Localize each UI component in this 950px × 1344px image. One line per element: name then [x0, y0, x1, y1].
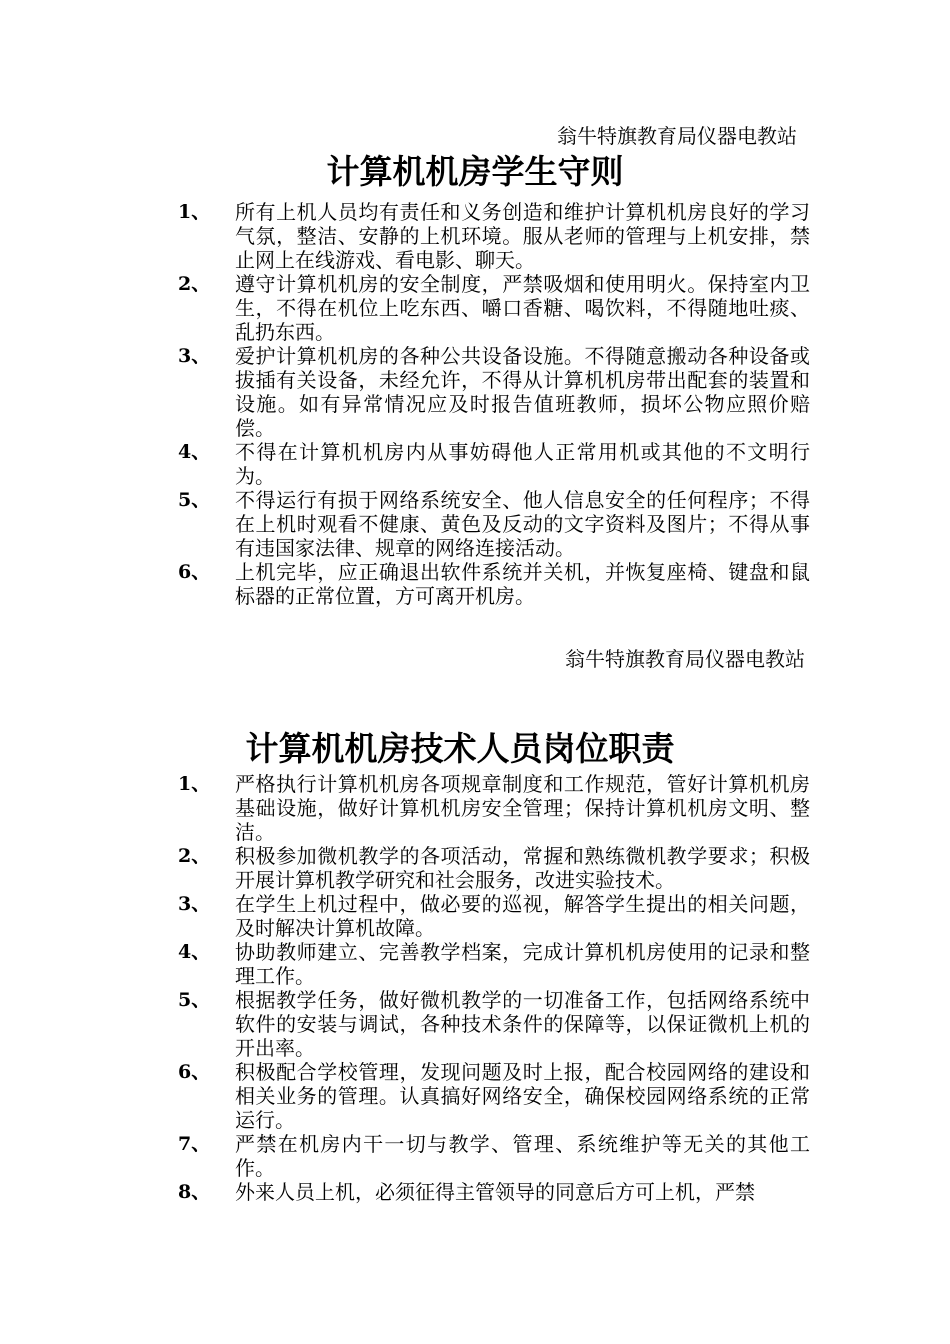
- issuer-signature: 翁牛特旗教育局仪器电教站: [565, 647, 805, 671]
- item-number: 3、: [178, 893, 211, 915]
- item-text: 严格执行计算机机房各项规章制度和工作规范，管好计算机机房基础设施，做好计算机机房安全管理；保持计算机机房文明、整洁。: [235, 772, 810, 844]
- technician-duties-list: [0, 772, 950, 1204]
- item-text: 不得在计算机机房内从事妨碍他人正常用机或其他的不文明行为。: [235, 440, 810, 488]
- item-text: 所有上机人员均有责任和义务创造和维护计算机机房良好的学习气氛，整洁、安静的上机环境。服从老师的管理与上机安排，禁止网上在线游戏、看电影、聊天。: [235, 200, 810, 272]
- list-item: [0, 940, 950, 988]
- item-text: 积极配合学校管理，发现问题及时上报，配合校园网络的建设和相关业务的管理。认真搞好网络安全，确保校园网络系统的正常运行。: [235, 1060, 810, 1132]
- item-number: 7、: [178, 1133, 211, 1155]
- list-item: [0, 1132, 950, 1180]
- item-text: 积极参加微机教学的各项活动，常握和熟练微机教学要求；积极开展计算机教学研究和社会服务，改进实验技术。: [235, 844, 810, 892]
- item-number: 6、: [178, 561, 211, 583]
- list-item: [0, 344, 950, 440]
- item-text: 根据教学任务，做好微机教学的一切准备工作，包括网络系统中软件的安装与调试，各种技术条件的保障等，以保证微机上机的开出率。: [235, 988, 810, 1060]
- item-number: 3、: [178, 345, 211, 367]
- item-number: 6、: [178, 1061, 211, 1083]
- item-text: 外来人员上机，必须征得主管领导的同意后方可上机，严禁: [235, 1180, 755, 1204]
- list-item: [0, 272, 950, 344]
- item-number: 1、: [178, 201, 211, 223]
- item-number: 4、: [178, 441, 211, 463]
- item-text: 不得运行有损于网络系统安全、他人信息安全的任何程序；不得在上机时观看不健康、黄色及反动的文字资料及图片；不得从事有违国家法律、规章的网络连接活动。: [235, 488, 810, 560]
- item-number: 5、: [178, 489, 211, 511]
- technician-duties-title: 计算机机房技术人员岗位职责: [245, 729, 675, 768]
- list-item: [0, 892, 950, 940]
- student-rules-title: 计算机机房学生守则: [326, 152, 624, 191]
- list-item: [0, 1180, 950, 1204]
- item-number: 5、: [178, 989, 211, 1011]
- item-text: 严禁在机房内干一切与教学、管理、系统维护等无关的其他工作。: [235, 1132, 810, 1180]
- list-item: [0, 488, 950, 560]
- list-item: [0, 1060, 950, 1132]
- list-item: [0, 844, 950, 892]
- item-number: 2、: [178, 273, 211, 295]
- item-number: 4、: [178, 941, 211, 963]
- item-text: 上机完毕，应正确退出软件系统并关机，并恢复座椅、键盘和鼠标器的正常位置，方可离开机房。: [235, 560, 810, 608]
- issuer-header: 翁牛特旗教育局仪器电教站: [557, 124, 797, 148]
- item-number: 1、: [178, 773, 211, 795]
- item-number: 2、: [178, 845, 211, 867]
- item-number: 8、: [178, 1181, 211, 1203]
- item-text: 协助教师建立、完善教学档案，完成计算机机房使用的记录和整理工作。: [235, 940, 810, 988]
- list-item: [0, 560, 950, 608]
- list-item: [0, 200, 950, 272]
- item-text: 遵守计算机机房的安全制度，严禁吸烟和使用明火。保持室内卫生，不得在机位上吃东西、嚼口香糖、喝饮料，不得随地吐痰、乱扔东西。: [235, 272, 810, 344]
- student-rules-list: [0, 200, 950, 608]
- list-item: [0, 988, 950, 1060]
- list-item: [0, 440, 950, 488]
- list-item: [0, 772, 950, 844]
- item-text: 爱护计算机机房的各种公共设备设施。不得随意搬动各种设备或拔插有关设备，未经允许，不得从计算机机房带出配套的装置和设施。如有异常情况应及时报告值班教师，损坏公物应照价赔偿。: [235, 344, 810, 440]
- item-text: 在学生上机过程中，做必要的巡视，解答学生提出的相关问题，及时解决计算机故障。: [235, 892, 810, 940]
